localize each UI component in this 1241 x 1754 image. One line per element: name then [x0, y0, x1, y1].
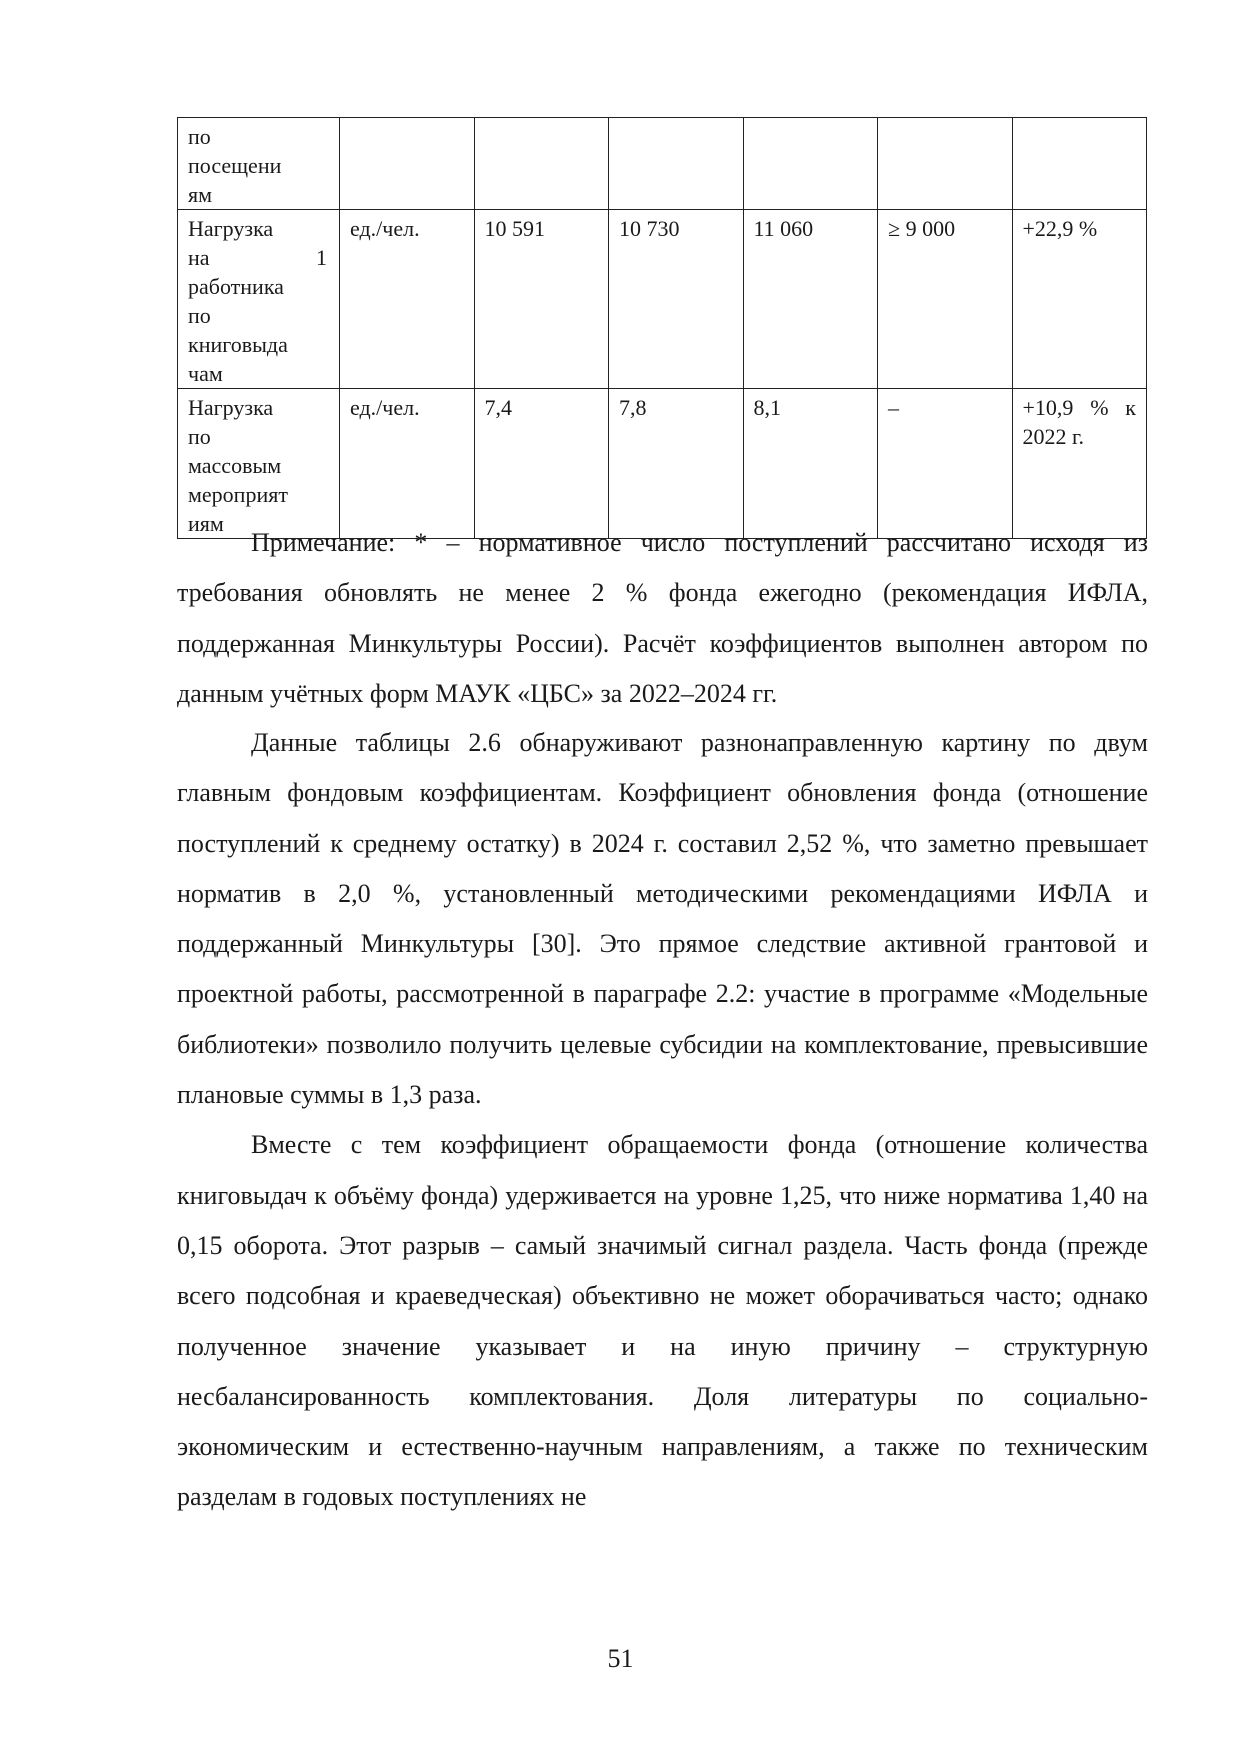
table-row	[178, 389, 1147, 539]
change-cell	[1012, 118, 1147, 210]
change-line: +10,9 % к	[1022, 395, 1136, 420]
value-2022-cell	[474, 118, 609, 210]
change-line: 2022 г.	[1022, 424, 1085, 449]
change-cell: +22,9 %	[1012, 210, 1147, 389]
indicator-line: посещени	[188, 153, 282, 178]
indicator-line: Нагрузка	[188, 216, 274, 241]
paragraph-coefficient-turnover: Вместе с тем коэффициент обращаемости фонда (отношение количества книговыдач к объёму фонда) удерживается на уровне 1,25, что ниже норматива 1,40 на 0,15 оборота. Этот разрыв – самый значимый сигнал раздела. Часть фонда (прежде всего подсобная и краеведческая) объективно не может оборачиваться часто; однако полученное значение указывает и на иную причину – структурную несбалансированность комплектования. Доля литературы по социально-экономическим и естественно-научным направлениям, а также по техническим разделам в годовых поступлениях не	[177, 1130, 1148, 1512]
value-2024-cell: 11 060	[743, 210, 878, 389]
indicator-line: книговыда	[188, 332, 288, 357]
note-paragraph: Примечание: * – нормативное число поступлений рассчитано исходя из требования обновлять не менее 2 % фонда ежегодно (рекомендация ИФЛА, поддержанная Минкультуры России). Расчёт коэффициентов выполнен автором по данным учётных форм МАУК «ЦБС» за 2022–2024 гг.	[177, 528, 1148, 708]
indicator-line: на 1	[188, 245, 327, 270]
value-2023-cell: 10 730	[609, 210, 744, 389]
indicator-line: работника	[188, 274, 284, 299]
norm-cell: –	[878, 389, 1013, 539]
indicator-line: по	[188, 303, 211, 328]
indicators-table-continuation	[177, 117, 1147, 539]
table-note	[177, 518, 1148, 719]
page-number: 51	[607, 1644, 634, 1673]
indicator-line: иям	[188, 511, 224, 536]
norm-cell: ≥ 9 000	[878, 210, 1013, 389]
indicator-cell	[178, 118, 340, 210]
value-2023-cell: 7,8	[609, 389, 744, 539]
value-2023-cell	[609, 118, 744, 210]
body-text	[177, 718, 1148, 1523]
unit-cell: ед./чел.	[340, 210, 475, 389]
value-2022-cell: 7,4	[474, 389, 609, 539]
value-2024-cell	[743, 118, 878, 210]
indicator-line: массовым	[188, 453, 282, 478]
indicator-line: ям	[188, 182, 213, 207]
indicator-cell	[178, 389, 340, 539]
table-row	[178, 118, 1147, 210]
value-2024-cell: 8,1	[743, 389, 878, 539]
paragraph-coefficient-renewal: Данные таблицы 2.6 обнаруживают разнонаправленную картину по двум главным фондовым коэффициентам. Коэффициент обновления фонда (отношение поступлений к среднему остатку) в 2024 г. составил 2,52 %, что заметно превышает норматив в 2,0 %, установленный методическими рекомендациями ИФЛА и поддержанный Минкультуры [30]. Это прямое следствие активной грантовой и проектной работы, рассмотренной в параграфе 2.2: участие в программе «Модельные библиотеки» позволило получить целевые субсидии на комплектование, превысившие плановые суммы в 1,3 раза.	[177, 728, 1148, 1110]
indicator-line: мероприят	[188, 482, 288, 507]
indicator-line: Нагрузка	[188, 395, 274, 420]
norm-cell	[878, 118, 1013, 210]
value-2022-cell: 10 591	[474, 210, 609, 389]
unit-cell	[340, 118, 475, 210]
unit-cell: ед./чел.	[340, 389, 475, 539]
table-row	[178, 210, 1147, 389]
indicator-line: по	[188, 124, 211, 149]
indicator-line: по	[188, 424, 211, 449]
change-cell	[1012, 389, 1147, 539]
indicator-line: чам	[188, 361, 223, 386]
indicator-cell	[178, 210, 340, 389]
